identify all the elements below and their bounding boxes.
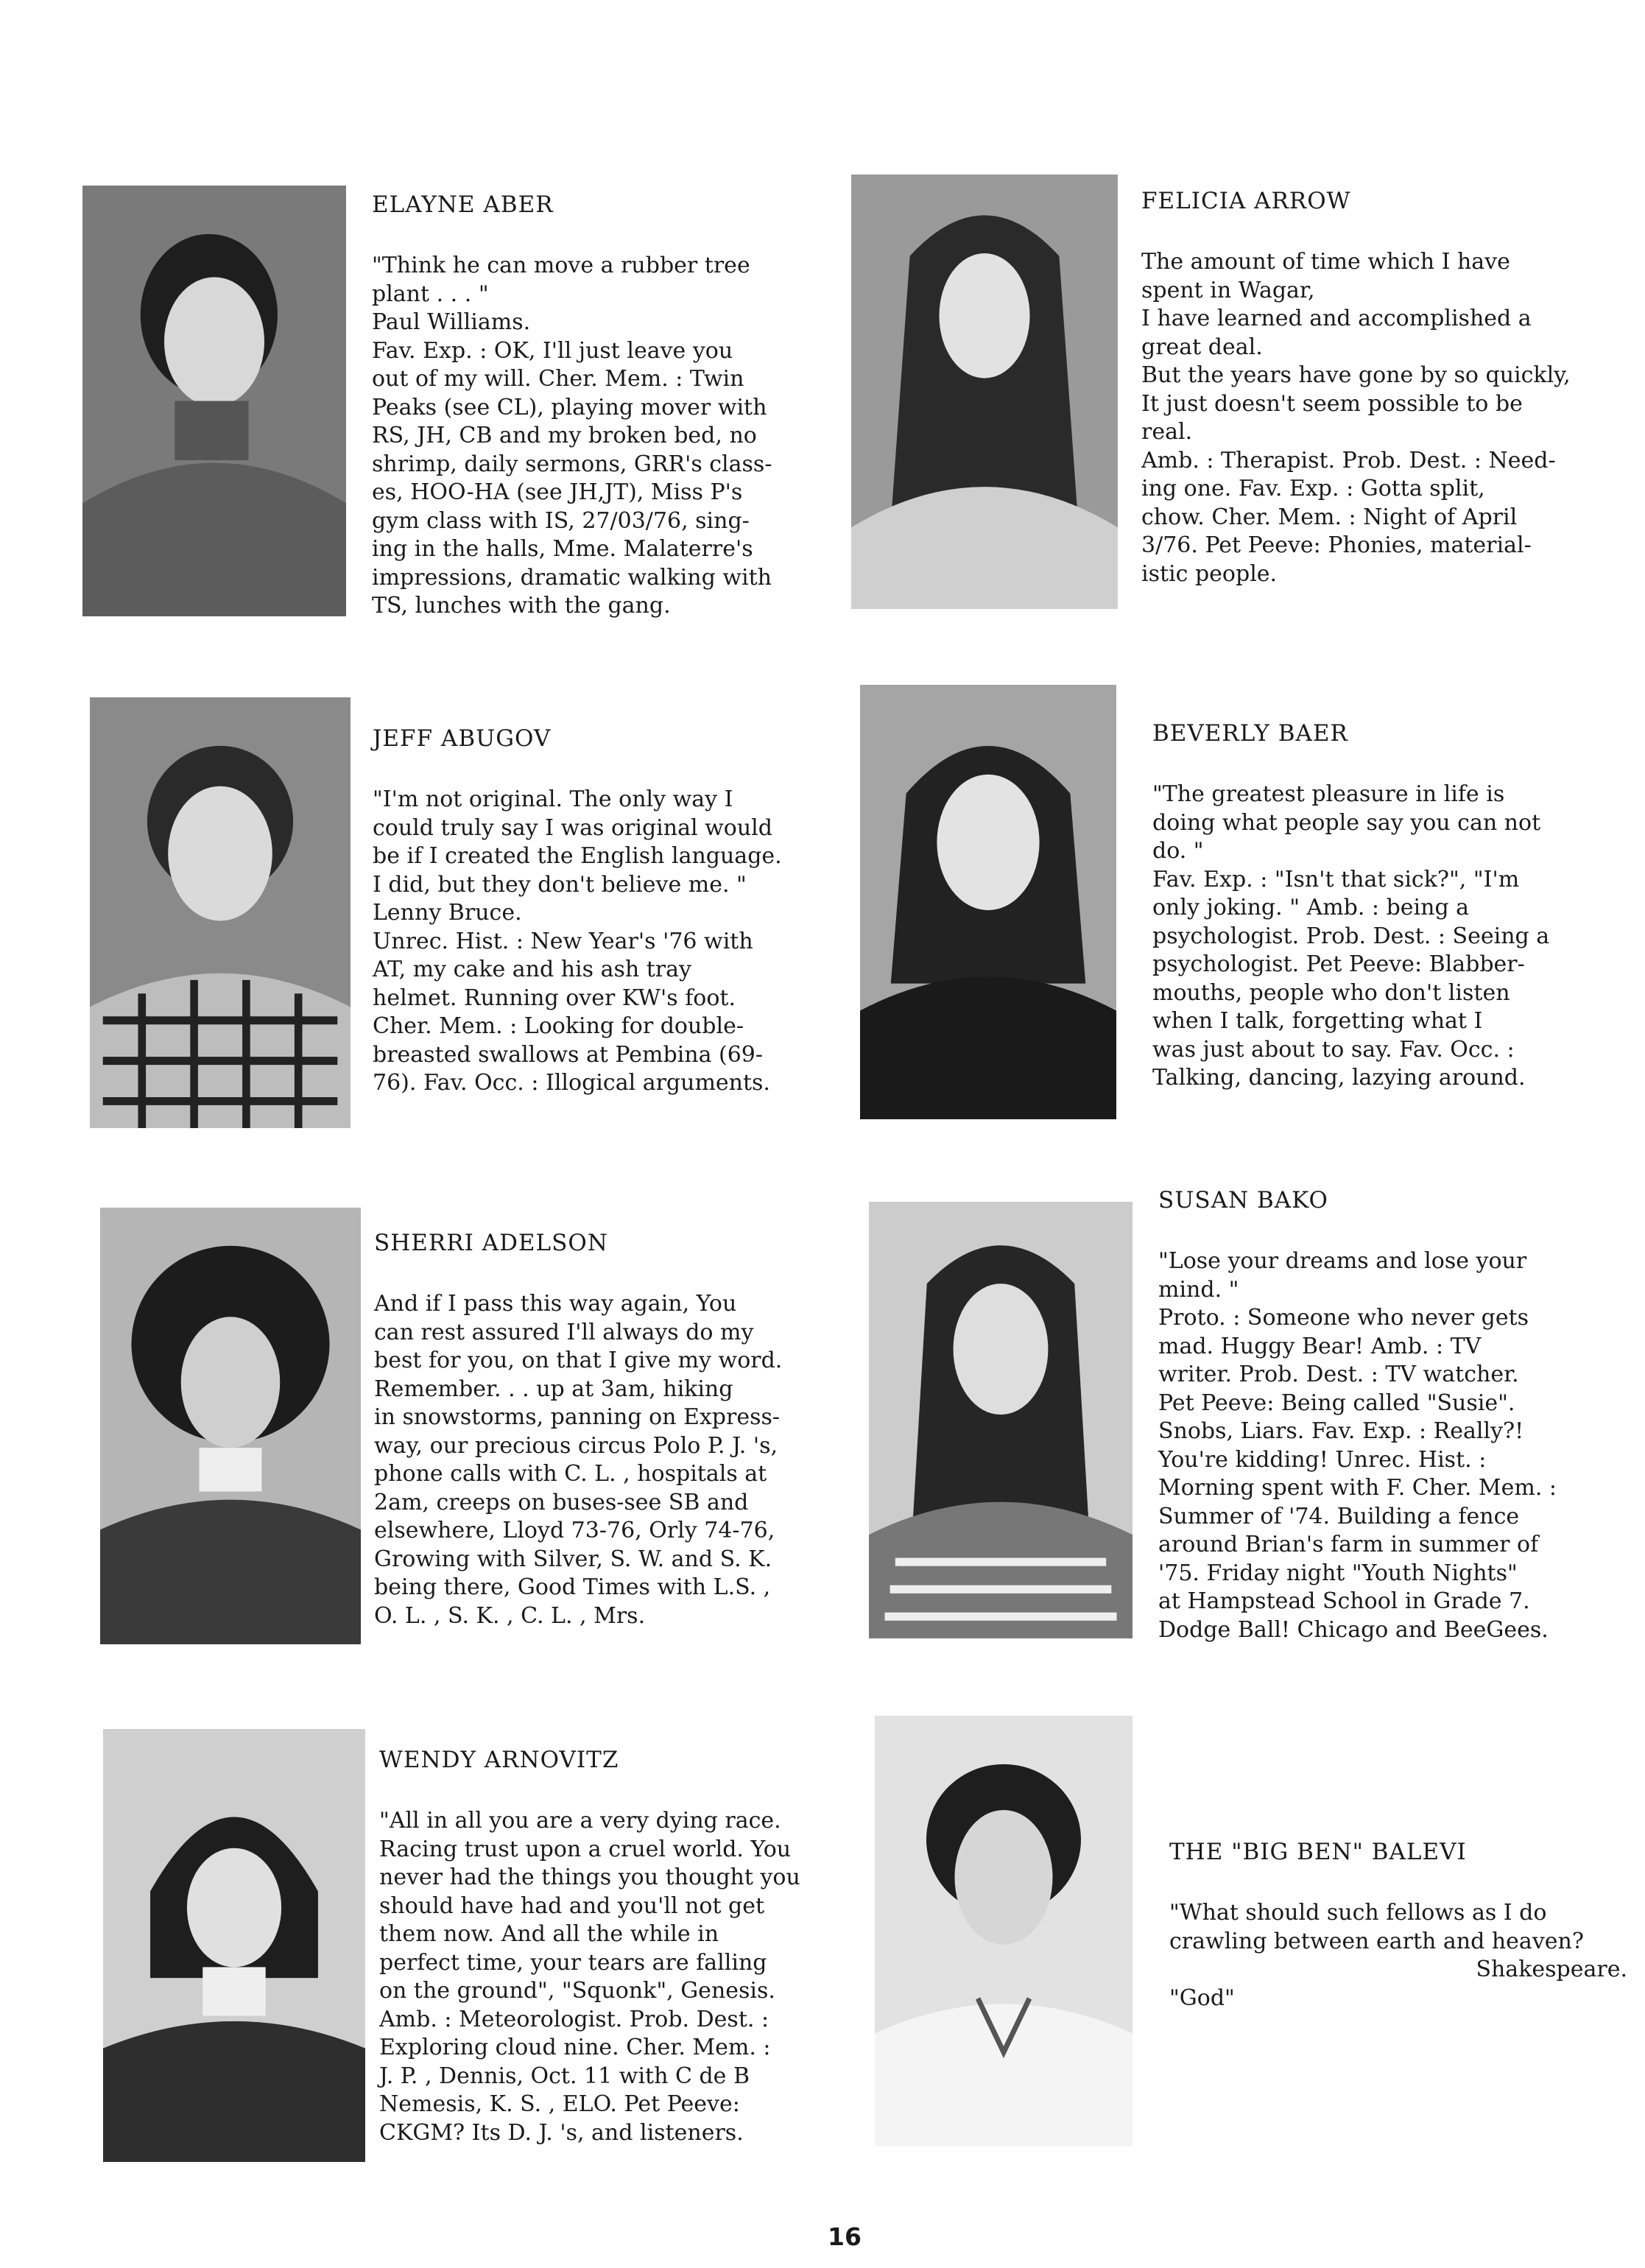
- entry-susan-bako: [1158, 1187, 1557, 1644]
- portrait-jeff-abugov: [90, 697, 351, 1128]
- student-bio: And if I pass this way again, You can rest assured I'll always do my best for you, on that I give my word. Remember. . . up at 3am, hiking in snowstorms, panning on Express- way, our precious circus Polo P. J. 's, phone calls with C. L. , hospitals at 2am, creeps on buses-see SB and elsewhere, Lloyd 73-76, Orly 74-76, Growing with Silver, S. W. and S. K. being there, Good Times with L.S. , O. L. , S. K. , C. L. , Mrs.: [374, 1291, 783, 1629]
- student-bio: The amount of time which I have spent in Wagar, I have learned and accomplished a great deal. But the years have gone by so quickly, It just doesn't seem possible to be real. Amb. : Therapist. Prob. Dest. : Need- ing one. Fav. Exp. : Gotta split, chow. Cher. Mem. : Night of April 3/76. Pet Peeve: Phonies, material- istic people.: [1141, 249, 1571, 587]
- portrait-sherri-adelson: [100, 1208, 361, 1644]
- entry-elayne-aber: [372, 191, 772, 621]
- portrait-felicia-arrow: [851, 175, 1118, 609]
- student-bio: "I'm not original. The only way I could truly say I was original would be if I created the English language. I did, but they don't believe me. " Lenny Bruce. Unrec. Hist. : New Year's '76 with AT, my cake and his ash tray helmet. Running over KW's foot. Cher. Mem. : Looking for double- breasted swallows at Pembina (69- 76). Fav. Occ. : Illogical arguments.: [373, 786, 782, 1096]
- entry-felicia-arrow: [1141, 188, 1571, 588]
- student-name: WENDY ARNOVITZ: [379, 1747, 619, 1773]
- entry-beverly-baer: [1152, 720, 1549, 1093]
- student-name: ELAYNE ABER: [372, 191, 554, 218]
- entry-ben-balevi: [1169, 1839, 1627, 2012]
- entry-wendy-arnovitz: [379, 1747, 800, 2147]
- page-number: 16: [828, 2222, 862, 2251]
- student-name: SUSAN BAKO: [1158, 1187, 1328, 1214]
- student-name: SHERRI ADELSON: [374, 1230, 608, 1256]
- portrait-susan-bako: [869, 1202, 1133, 1638]
- student-name: FELICIA ARROW: [1141, 188, 1351, 214]
- portrait-ben-balevi: [875, 1716, 1133, 2146]
- student-name: JEFF ABUGOV: [373, 725, 552, 752]
- student-bio: "The greatest pleasure in life is doing what people say you can not do. " Fav. Exp. : "Isn't that sick?", "I'm only joking. " Amb. : being a psychologist. Prob. Dest. : Seeing a psychologist. Pet Peeve: Blabber- mouths, people who don't listen when I talk, forgetting what I was just about to say. Fav. Occ. : Talking, dancing, lazying around.: [1152, 781, 1550, 1091]
- student-name: BEVERLY BAER: [1152, 720, 1348, 747]
- portrait-beverly-baer: [860, 685, 1116, 1119]
- portrait-wendy-arnovitz: [103, 1729, 365, 2162]
- entry-sherri-adelson: [374, 1230, 782, 1630]
- student-bio: "Lose your dreams and lose your mind. " Proto. : Someone who never gets mad. Huggy Bear! Amb. : TV writer. Prob. Dest. : TV watcher. Pet Peeve: Being called "Susie". Snobs, Liars. Fav. Exp. : Really?! You're kidding! Unrec. Hist. : Morning spent with F. Cher. Mem. : Summer of '74. Building a fence around Brian's farm in summer of '75. Friday night "Youth Nights" at Hampstead School in Grade 7. Dodge Ball! Chicago and BeeGees.: [1158, 1248, 1557, 1643]
- entry-jeff-abugov: [373, 725, 782, 1098]
- student-bio: "What should such fellows as I do crawling between earth and heaven? Shakespeare. "God": [1169, 1900, 1627, 2011]
- student-name: THE "BIG BEN" BALEVI: [1169, 1839, 1467, 1865]
- student-bio: "Think he can move a rubber tree plant . . . " Paul Williams. Fav. Exp. : OK, I'll just leave you out of my will. Cher. Mem. : Twin Peaks (see CL), playing mover with RS, JH, CB and my broken bed, no shrimp, daily sermons, GRR's class- es, HOO-HA (see JH,JT), Miss P's gym class with IS, 27/03/76, sing- ing in the halls, Mme. Malaterre's impressions, dramatic walking with TS, lunches with the gang.: [372, 253, 772, 619]
- student-bio: "All in all you are a very dying race. Racing trust upon a cruel world. You never had the things you thought you should have had and you'll not get them now. And all the while in perfect time, your tears are falling on the ground", "Squonk", Genesis. Amb. : Meteorologist. Prob. Dest. : Exploring cloud nine. Cher. Mem. : J. P. , Dennis, Oct. 11 with C de B Nemesis, K. S. , ELO. Pet Peeve: CKGM? Its D. J. 's, and listeners.: [379, 1808, 800, 2146]
- portrait-elayne-aber: [82, 186, 346, 616]
